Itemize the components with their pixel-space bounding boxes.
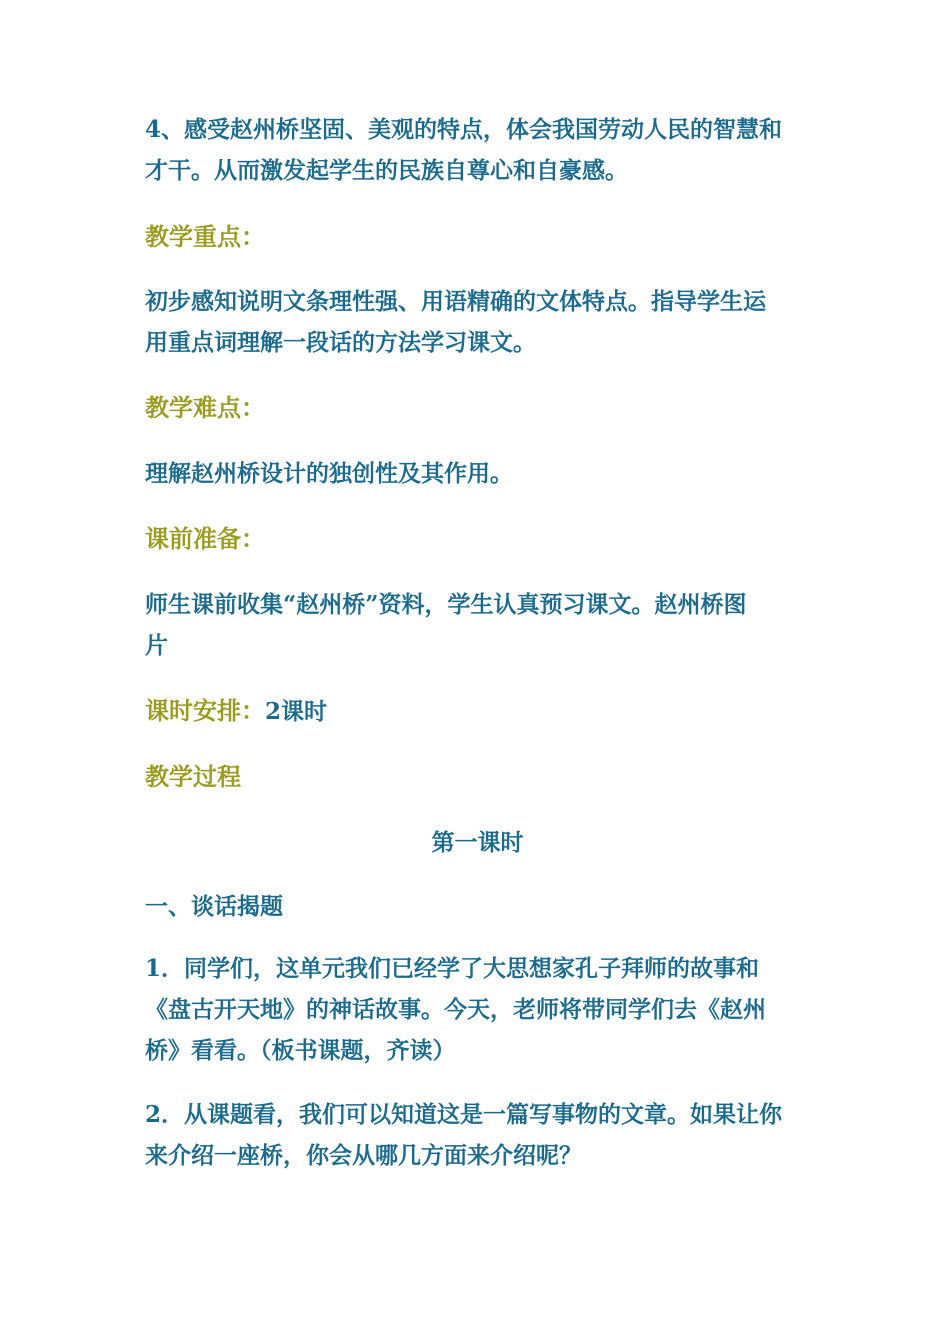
preparation-line-1: 师生课前收集“赵州桥”资料，学生认真预习课文。赵州桥图 (145, 591, 747, 618)
key-points-line-1: 初步感知说明文条理性强、用语精确的文体特点。指导学生运 (145, 288, 766, 315)
goal-4-line-1: 4、感受赵州桥坚固、美观的特点，体会我国劳动人民的智慧和 (145, 116, 783, 143)
preparation-line-2: 片 (145, 632, 168, 659)
process-heading: 教学过程 (145, 762, 241, 791)
goal-4-line-2: 才干。从而激发起学生的民族自尊心和自豪感。 (145, 157, 628, 184)
item-2-line-1: 2．从课题看，我们可以知道这是一篇写事物的文章。如果让你 (145, 1101, 783, 1128)
preparation-heading: 课前准备： (145, 524, 265, 553)
schedule-line (145, 690, 327, 732)
schedule-heading: 课时安排： (145, 696, 265, 725)
item-1-line-3: 桥》看看。（板书课题，齐读） (145, 1037, 456, 1064)
item-1-line-1: 1．同学们，这单元我们已经学了大思想家孔子拜师的故事和 (145, 955, 760, 982)
difficulties-line-1: 理解赵州桥设计的独创性及其作用。 (145, 460, 513, 487)
key-points-heading: 教学重点： (145, 222, 265, 251)
key-points-line-2: 用重点词理解一段话的方法学习课文。 (145, 329, 536, 356)
lesson-title: 第一课时 (431, 829, 524, 856)
difficulties-heading: 教学难点： (145, 393, 265, 422)
item-2-line-2: 来介绍一座桥，你会从哪几方面来介绍呢？ (145, 1142, 582, 1169)
schedule-value: 2课时 (265, 698, 328, 725)
item-1-line-2: 《盘古开天地》的神话故事。今天，老师将带同学们去《赵州 (145, 996, 766, 1023)
section-1-heading: 一、谈话揭题 (145, 893, 283, 920)
